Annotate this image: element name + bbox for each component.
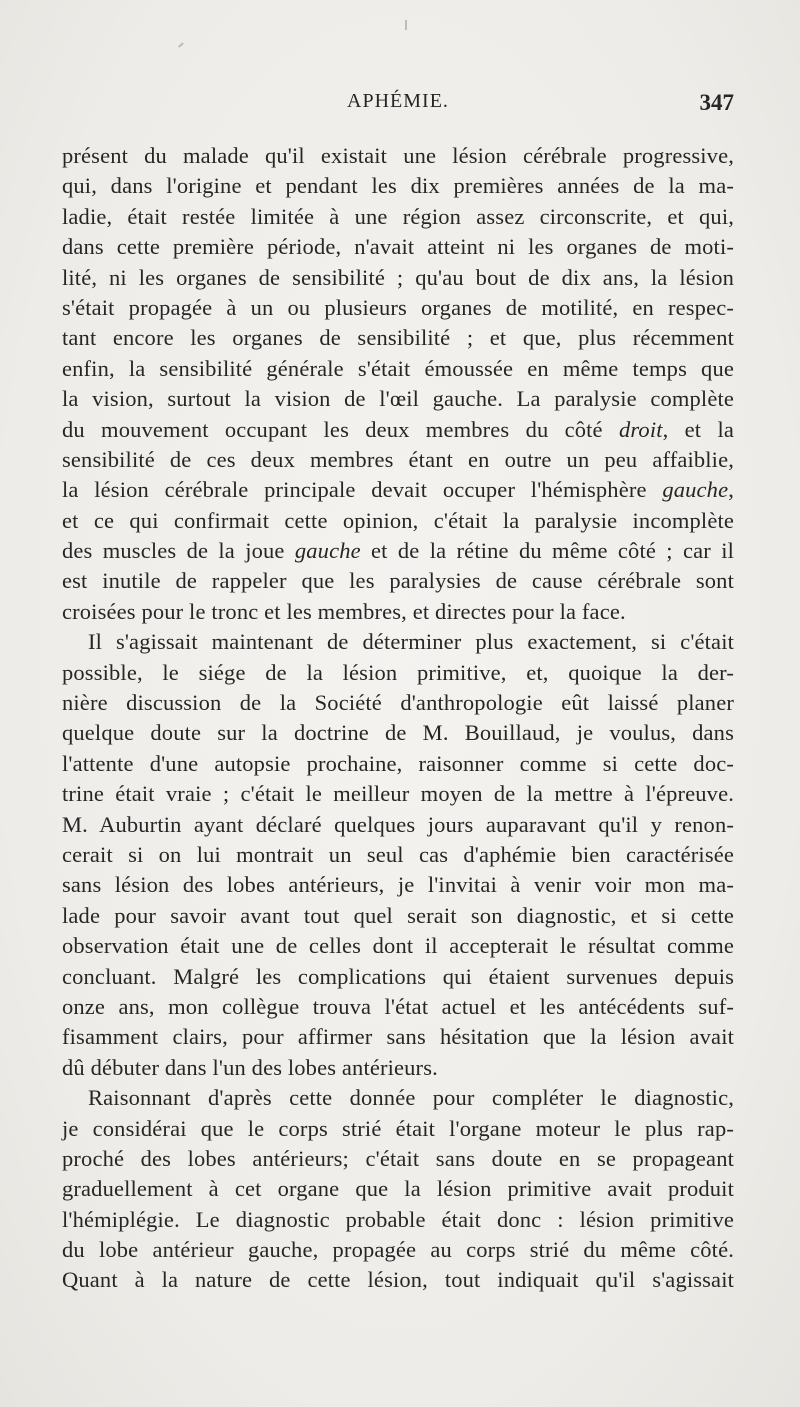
text-line: concluant. Malgré les complications qui étaient survenues depuis [62, 963, 734, 989]
text-line: lité, ni les organes de sensibilité ; qu'au bout de dix ans, la lésion [62, 264, 734, 290]
italic-word: gauche [294, 538, 361, 564]
text-span: et de la rétine du même côté ; car il [371, 538, 734, 564]
text-line: quelque doute sur la doctrine de M. Bouillaud, je voulus, dans [62, 720, 734, 746]
text-line: et ce qui confirmait cette opinion, c'était la paralysie incomplète [62, 507, 734, 533]
body-text [62, 141, 734, 1296]
ink-mark [178, 42, 184, 47]
text-line: graduellement à cet organe que la lésion primitive avait produit [62, 1176, 734, 1202]
text-line: Quant à la nature de cette lésion, tout indiquait qu'il s'agissait [62, 1267, 734, 1293]
text-line: trine était vraie ; c'était le meilleur moyen de la mettre à l'épreuve. [62, 781, 734, 807]
text-line: sensibilité de ces deux membres étant en outre un peu affaiblie, [62, 446, 734, 472]
text-line: nière discussion de la Société d'anthropologie eût laissé planer [62, 690, 734, 716]
text-line: Raisonnant d'après cette donnée pour compléter le diagnostic, [88, 1085, 734, 1111]
text-line [62, 475, 734, 505]
text-line: du lobe antérieur gauche, propagée au corps strié du même côté. [62, 1237, 734, 1263]
text-line: enfin, la sensibilité générale s'était émoussée en même temps que [62, 355, 734, 381]
text-line: croisées pour le tronc et les membres, et directes pour la face. [62, 598, 626, 624]
italic-word: gauche [662, 477, 729, 503]
text-line: lade pour savoir avant tout quel serait son diagnostic, et si cette [62, 902, 734, 928]
text-line: l'attente d'une autopsie prochaine, raisonner comme si cette doc- [62, 750, 734, 776]
text-span: , [728, 477, 734, 503]
text-span: du mouvement occupant les deux membres du côté [62, 416, 603, 442]
text-span: la lésion cérébrale principale devait occuper l'hémisphère [62, 477, 647, 503]
running-title: APHÉMIE. [347, 90, 449, 112]
text-line: possible, le siége de la lésion primitive, et, quoique la der- [62, 659, 734, 685]
text-line: je considérai que le corps strié était l'organe moteur le plus rap- [62, 1115, 734, 1141]
text-line: s'était propagée à un ou plusieurs organes de motilité, en respec- [62, 294, 734, 320]
page-number: 347 [699, 90, 734, 115]
running-header [62, 90, 734, 120]
text-line: proché des lobes antérieurs; c'était sans doute en se propageant [62, 1145, 734, 1171]
text-line: est inutile de rappeler que les paralysies de cause cérébrale sont [62, 568, 734, 594]
text-line: l'hémiplégie. Le diagnostic probable était donc : lésion primitive [62, 1206, 734, 1232]
text-line: Il s'agissait maintenant de déterminer plus exactement, si c'était [88, 629, 734, 655]
text-line: M. Auburtin ayant déclaré quelques jours auparavant qu'il y renon- [62, 811, 734, 837]
text-line: sans lésion des lobes antérieurs, je l'invitai à venir voir mon ma- [62, 872, 734, 898]
text-line: qui, dans l'origine et pendant les dix premières années de la ma- [62, 173, 734, 199]
ink-mark [405, 20, 407, 30]
text-line [62, 415, 734, 445]
text-line: cerait si on lui montrait un seul cas d'aphémie bien caractérisée [62, 841, 734, 867]
text-line: dû débuter dans l'un des lobes antérieurs. [62, 1054, 438, 1080]
text-line: présent du malade qu'il existait une lésion cérébrale progressive, [62, 143, 734, 168]
text-line: fisamment clairs, pour affirmer sans hésitation que la lésion avait [62, 1024, 734, 1050]
text-line: dans cette première période, n'avait atteint ni les organes de moti- [62, 234, 734, 260]
text-line: tant encore les organes de sensibilité ; et que, plus récemment [62, 325, 734, 351]
text-line: onze ans, mon collègue trouva l'état actuel et les antécédents suf- [62, 993, 734, 1019]
text-line: observation était une de celles dont il accepterait le résultat comme [62, 933, 734, 959]
text-line [62, 536, 734, 566]
text-span: des muscles de la joue [62, 538, 285, 564]
text-line: la vision, surtout la vision de l'œil gauche. La paralysie complète [62, 386, 734, 412]
italic-word: droit [618, 416, 663, 442]
text-span: , et la [662, 416, 734, 442]
text-line: ladie, était restée limitée à une région assez circonscrite, et qui, [62, 203, 734, 229]
